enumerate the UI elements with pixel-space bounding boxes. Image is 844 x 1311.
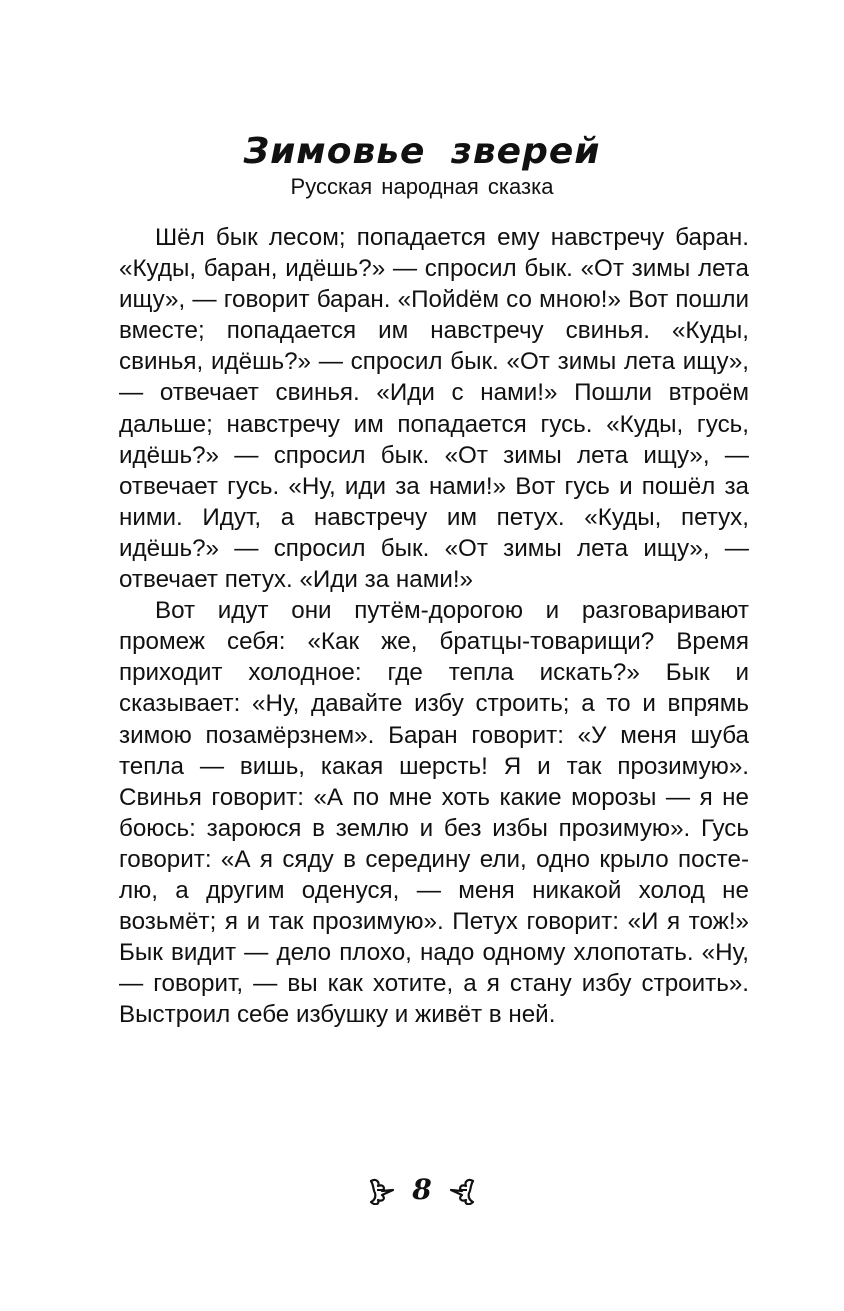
heart-flourish-icon: [447, 1175, 477, 1205]
story-paragraph-1: Шёл бык лесом; попадается ему навстречу баран. «Куды, баран, идёшь?» — спросил бык. «От зимы лета ищу», — говорит баран. «Пойdём со мною!» Вот пошли вместе; попадается им навстречу свинья. «Куды, свинья, идёшь?» — спросил бык. «От зимы лета ищу», — отвечает свинья. «Иди с нами!» Пошли втроём дальше; навстречу им попадается гусь. «Куды, гусь, идёшь?» — спросил бык. «От зимы лета ищу», — отвечает гусь. «Ну, иди за нами!» Вот гусь и пошёл за ними. Идут, а навстречу им петух. «Куды, петух, идёшь?» — спросил бык. «От зимы лета ищу», — отвечает петух. «Иди за нами!»: [119, 224, 749, 594]
story-title: Зимовье зверей: [243, 131, 601, 173]
story-paragraph-2: Вот идут они путём-дорогою и разговаривают промеж себя: «Как же, братцы-товарищи? Время приходит холодное: где тепла искать?» Бык и сказывает: «Ну, давайте избу строить; а то и впрямь зимою позамёрзнем». Баран говорит: «У меня шуба тепла — вишь, какая шерсть! Я и так прозимую». Свинья говорит: «А по мне хоть какие морозы — я не боюсь: зароюся в землю и без избы прозимую». Гусь говорит: «А я сяду в середину ели, одно крыло постелю, а другим оденуся, — меня никакой холод не возьмёт; я и так прозимую». Петух говорит: «И я тож!» Бык видит — дело плохо, надо одному хлопотать. «Ну, — говорит, — вы как хотите, а я стану избу строить». Выстроил себе избушку и живёт в ней.: [119, 597, 749, 1029]
story-body: [119, 222, 749, 1030]
heart-flourish-icon: [367, 1175, 397, 1205]
page-footer: [0, 1170, 844, 1210]
page-number: 8: [412, 1173, 432, 1206]
story-subtitle: Русская народная сказка: [290, 174, 554, 199]
